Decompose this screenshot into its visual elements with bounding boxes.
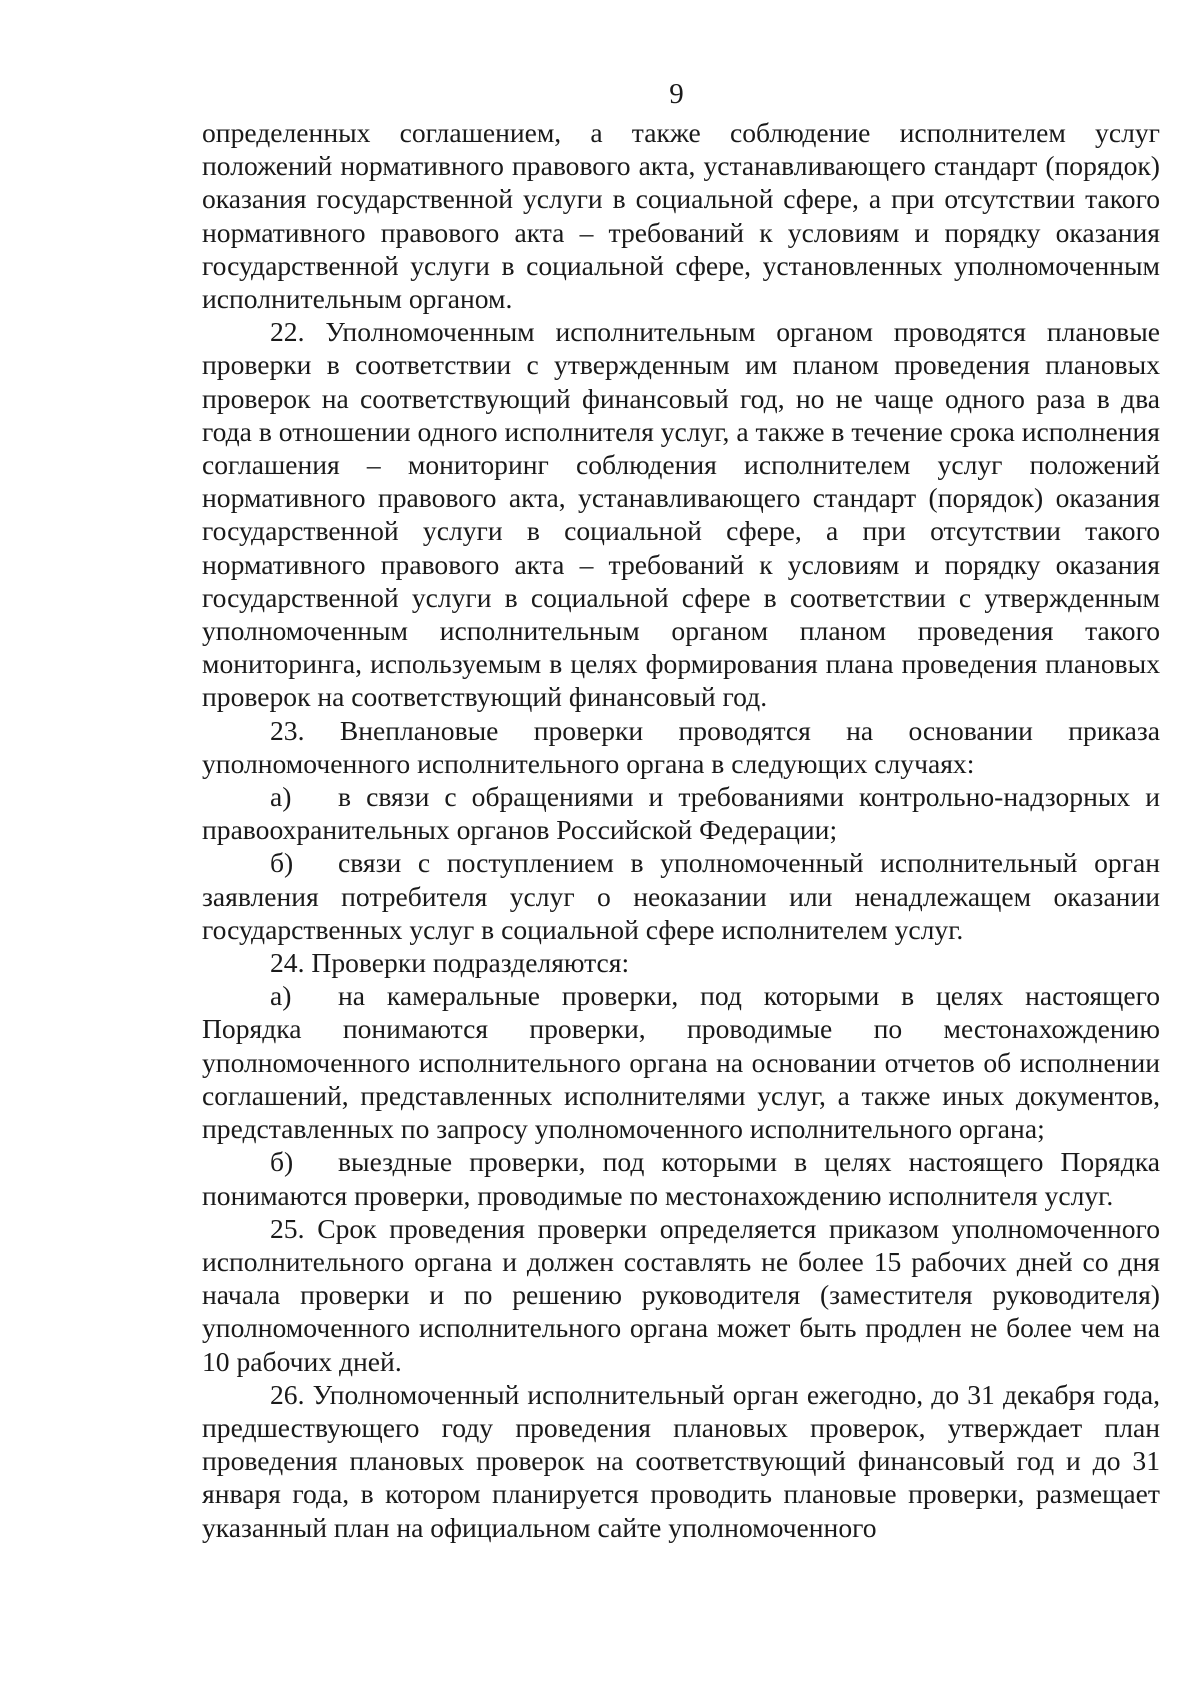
page-number: 9 [669,78,684,110]
paragraph-22: 22. Уполномоченным исполнительным органом проводятся плановые проверки в соответствии с утвержденным им планом проведения плановых проверок на соответствующий финансовый год, но не чаще одного раза в два года в отношении одного исполнителя услуг, а также в течение срока исполнения соглашения – мониторинг соблюдения исполнителем услуг положений нормативного правового акта, устанавливающего стандарт (порядок) оказания государственной услуги в социальной сфере, а при отсутствии такого нормативного правового акта – требований к условиям и порядку оказания государственной услуги в социальной сфере в соответствии с утвержденным уполномоченным исполнительным органом планом проведения такого мониторинга, используемым в целях формирования плана проведения плановых проверок на соответствующий финансовый год. [202,316,1160,713]
paragraph-23: 23. Внеплановые проверки проводятся на основании приказа уполномоченного исполнительного органа в следующих случаях: [202,714,1160,779]
paragraph-continued: определенных соглашением, а также соблюдение исполнителем услуг положений нормативного правового акта, устанавливающего стандарт (порядок) оказания государственной услуги в социальной сфере, а при отсутствии такого нормативного правового акта – требований к условиям и порядку оказания государственной услуги в социальной сфере, установленных уполномоченным исполнительным органом. [202,117,1160,315]
list-marker: а) [270,980,292,1012]
list-item-text: на камеральные проверки, под которыми в целях настоящего Порядка понимаются проверки, проводимые по местонахождению уполномоченного исполнительного органа на основании отчетов об исполнении соглашений, представленных исполнителями услуг, а также иных документов, представленных по запросу уполномоченного исполнительного органа; [202,980,1160,1145]
list-marker: б) [270,847,294,879]
list-item-text: связи с поступлением в уполномоченный исполнительный орган заявления потребителя услуг о неоказании или ненадлежащем оказании государственных услуг в социальной сфере исполнителем услуг. [202,847,1160,945]
list-item-23-b [202,846,1160,946]
list-item-text: выездные проверки, под которыми в целях настоящего Порядка понимаются проверки, проводимые по местонахождению исполнителя услуг. [202,1146,1160,1211]
list-item-24-b [202,1145,1160,1211]
list-marker: б) [270,1146,294,1178]
list-marker: а) [270,781,292,813]
paragraph-24: 24. Проверки подразделяются: [270,947,630,979]
list-item-24-a [202,979,1160,1145]
document-body [202,116,1160,1544]
paragraph-26: 26. Уполномоченный исполнительный орган ежегодно, до 31 декабря года, предшествующего году проведения плановых проверок, утверждает план проведения плановых проверок на соответствующий финансовый год и до 31 января года, в котором планируется проводить плановые проверки, размещает указанный план на официальном сайте уполномоченного [202,1378,1160,1543]
paragraph-25: 25. Срок проведения проверки определяется приказом уполномоченного исполнительного органа и должен составлять не более 15 рабочих дней со дня начала проверки и по решению руководителя (заместителя руководителя) уполномоченного исполнительного органа может быть продлен не более чем на 10 рабочих дней. [202,1212,1160,1377]
list-item-23-a [202,780,1160,846]
list-item-text: в связи с обращениями и требованиями контрольно-надзорных и правоохранительных органов Российской Федерации; [202,781,1160,846]
